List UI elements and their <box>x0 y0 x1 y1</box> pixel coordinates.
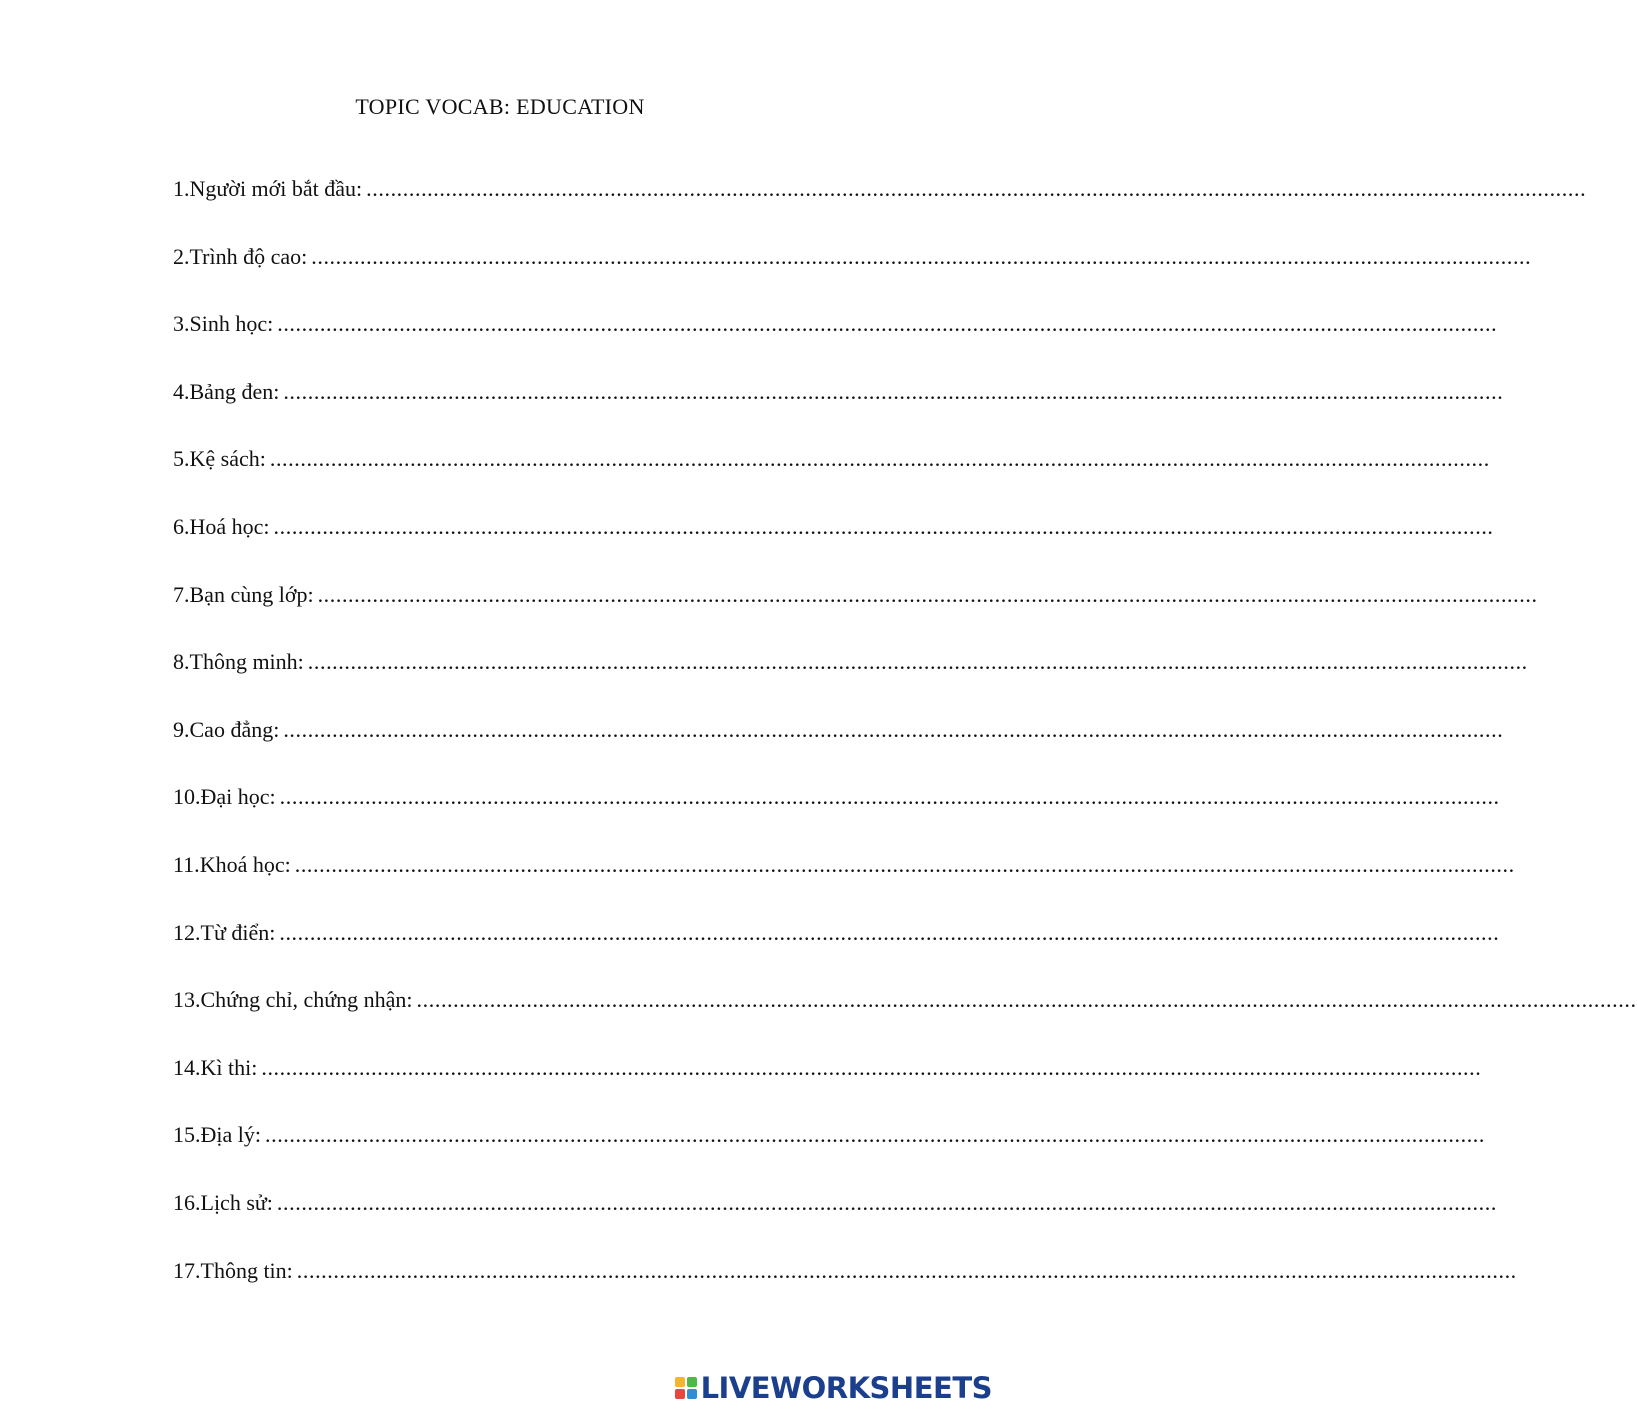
vocab-item <box>173 174 1587 242</box>
item-label: Từ điển: <box>200 919 276 945</box>
item-number: 2. <box>173 243 190 269</box>
vocab-item <box>173 512 1494 580</box>
answer-blank[interactable]: ........................................................................................................................................................................................................ <box>416 987 1637 1013</box>
vocab-item <box>173 1188 1497 1256</box>
answer-blank[interactable]: ........................................................................................................................................................................................................ <box>279 784 1500 810</box>
item-number: 7. <box>173 581 190 607</box>
answer-blank[interactable]: ........................................................................................................................................................................................................ <box>273 513 1494 539</box>
item-label: Cao đẳng: <box>189 716 280 742</box>
item-label: Đại học: <box>200 784 276 810</box>
vocab-item <box>173 309 1498 377</box>
vocab-item <box>173 377 1504 445</box>
item-label: Kì thi: <box>200 1054 258 1080</box>
answer-blank[interactable]: ........................................................................................................................................................................................................ <box>277 311 1498 337</box>
item-label: Thông tin: <box>200 1257 293 1283</box>
answer-blank[interactable]: ........................................................................................................................................................................................................ <box>317 581 1538 607</box>
answer-blank[interactable]: ........................................................................................................................................................................................................ <box>294 851 1515 877</box>
logo-square-3 <box>675 1389 685 1399</box>
item-number: 15. <box>173 1122 201 1148</box>
answer-blank[interactable]: ........................................................................................................................................................................................................ <box>283 378 1504 404</box>
vocab-item <box>173 444 1490 512</box>
watermark-text: LIVEWORKSHEETS <box>700 1371 992 1405</box>
vocab-item <box>173 242 1532 310</box>
answer-blank[interactable]: ........................................................................................................................................................................................................ <box>276 1189 1497 1215</box>
vocab-list <box>173 174 1637 1323</box>
answer-blank[interactable]: ........................................................................................................................................................................................................ <box>311 243 1532 269</box>
liveworksheets-logo-icon <box>675 1377 697 1399</box>
vocab-item <box>173 580 1538 648</box>
answer-blank[interactable]: ........................................................................................................................................................................................................ <box>366 176 1587 201</box>
item-number: 11. <box>173 851 200 877</box>
logo-square-2 <box>687 1377 697 1387</box>
answer-blank[interactable]: ........................................................................................................................................................................................................ <box>283 716 1504 742</box>
page-title: TOPIC VOCAB: EDUCATION <box>355 94 645 119</box>
logo-square-1 <box>675 1377 685 1387</box>
answer-blank[interactable]: ........................................................................................................................................................................................................ <box>269 446 1490 472</box>
item-number: 4. <box>173 378 190 404</box>
item-label: Sinh học: <box>189 311 274 337</box>
liveworksheets-logo <box>675 1371 992 1405</box>
answer-blank[interactable]: ........................................................................................................................................................................................................ <box>261 1054 1482 1080</box>
item-number: 17. <box>173 1257 201 1283</box>
answer-blank[interactable]: ........................................................................................................................................................................................................ <box>279 919 1500 945</box>
item-number: 3. <box>173 311 190 337</box>
vocab-item <box>173 1256 1517 1324</box>
item-number: 10. <box>173 784 201 810</box>
item-label: Người mới bắt đầu: <box>189 176 363 201</box>
vocab-item <box>173 782 1500 850</box>
item-label: Thông minh: <box>189 649 304 675</box>
item-label: Bạn cùng lớp: <box>189 581 314 607</box>
item-label: Trình độ cao: <box>189 243 308 269</box>
vocab-item <box>173 985 1637 1053</box>
vocab-item <box>173 918 1500 986</box>
item-label: Bảng đen: <box>189 378 280 404</box>
logo-square-4 <box>687 1389 697 1399</box>
item-label: Lịch sử: <box>200 1189 273 1215</box>
item-number: 12. <box>173 919 201 945</box>
item-number: 6. <box>173 513 190 539</box>
item-number: 9. <box>173 716 190 742</box>
item-label: Chứng chỉ, chứng nhận: <box>200 987 413 1013</box>
vocab-item <box>173 1120 1485 1188</box>
item-label: Kệ sách: <box>189 446 266 472</box>
vocab-item <box>173 647 1528 715</box>
item-label: Hoá học: <box>189 513 270 539</box>
item-label: Địa lý: <box>200 1122 261 1148</box>
item-number: 1. <box>173 176 190 201</box>
item-number: 5. <box>173 446 190 472</box>
answer-blank[interactable]: ........................................................................................................................................................................................................ <box>307 649 1528 675</box>
item-number: 8. <box>173 649 190 675</box>
item-number: 14. <box>173 1054 201 1080</box>
item-number: 13. <box>173 987 201 1013</box>
item-label: Khoá học: <box>199 851 291 877</box>
answer-blank[interactable]: ........................................................................................................................................................................................................ <box>265 1122 1485 1148</box>
vocab-item <box>173 1053 1482 1121</box>
vocab-item <box>173 850 1515 918</box>
vocab-item <box>173 715 1504 783</box>
item-number: 16. <box>173 1189 201 1215</box>
answer-blank[interactable]: ........................................................................................................................................................................................................ <box>296 1257 1517 1283</box>
